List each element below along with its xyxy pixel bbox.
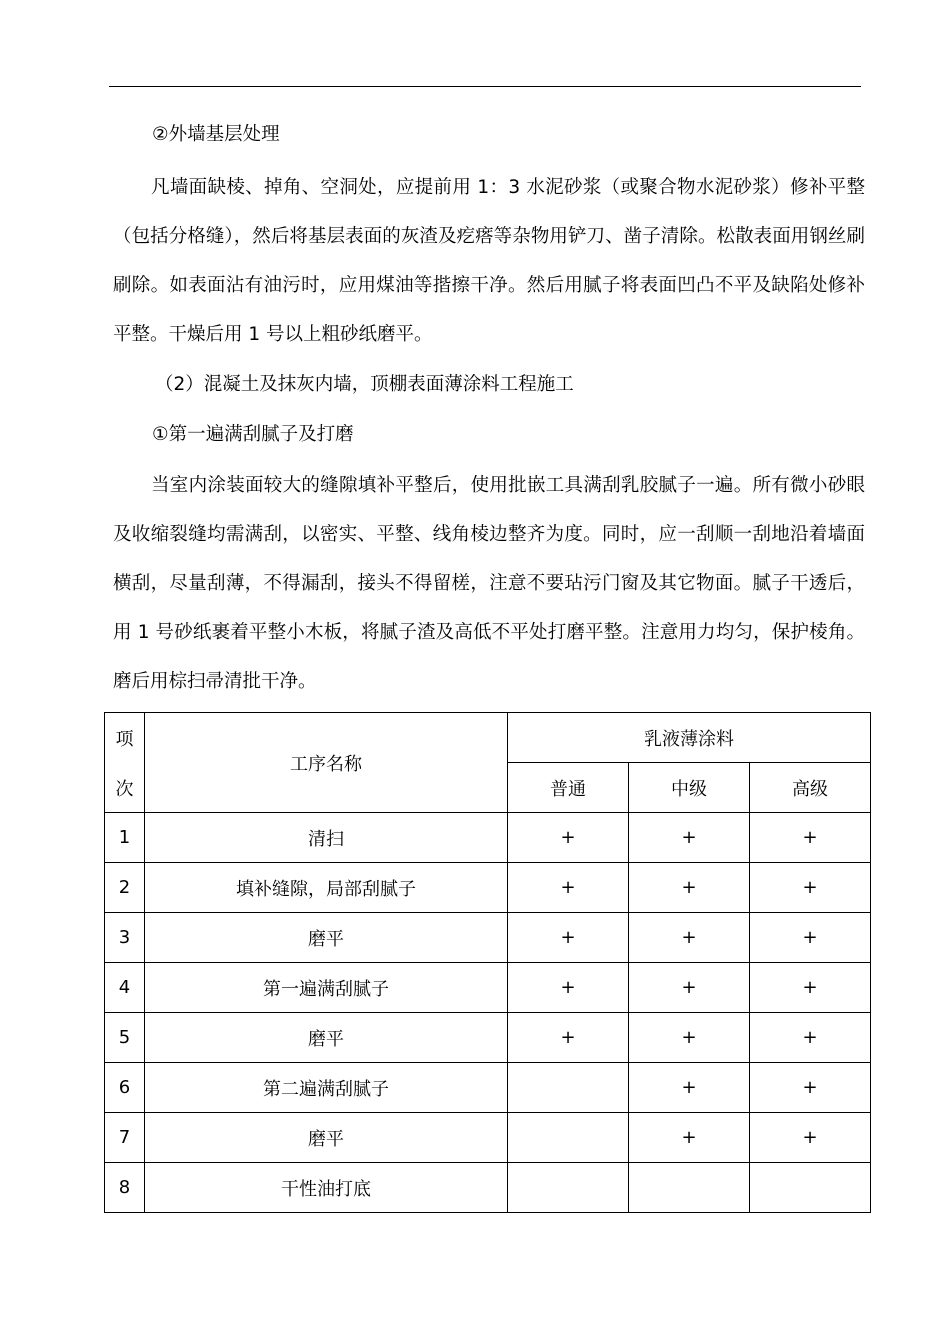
row-high-mark: + [750, 863, 871, 913]
row-high-mark: + [750, 913, 871, 963]
row-process: 磨平 [145, 913, 508, 963]
row-normal-mark [508, 1113, 629, 1163]
process-table [104, 712, 871, 1213]
table-row [105, 963, 871, 1013]
row-number: 4 [105, 963, 145, 1013]
row-middle-mark: + [629, 913, 750, 963]
table-row [105, 863, 871, 913]
header-rule [109, 86, 861, 87]
table-row [105, 1013, 871, 1063]
table-row [105, 1113, 871, 1163]
table-row [105, 813, 871, 863]
row-number: 3 [105, 913, 145, 963]
row-normal-mark [508, 1063, 629, 1113]
row-middle-mark: + [629, 963, 750, 1013]
header-grade-normal: 普通 [508, 763, 629, 813]
row-middle-mark: + [629, 863, 750, 913]
row-high-mark: + [750, 963, 871, 1013]
header-item-number [105, 713, 145, 813]
row-number: 6 [105, 1063, 145, 1113]
header-process-name: 工序名称 [145, 713, 508, 813]
row-normal-mark: + [508, 963, 629, 1013]
row-process: 填补缝隙，局部刮腻子 [145, 863, 508, 913]
row-middle-mark: + [629, 1113, 750, 1163]
table-row [105, 1063, 871, 1113]
row-high-mark: + [750, 1113, 871, 1163]
header-grade-middle: 中级 [629, 763, 750, 813]
row-process: 磨平 [145, 1113, 508, 1163]
paragraph-exterior-wall: 凡墙面缺棱、掉角、空洞处，应提前用 1：3 水泥砂浆（或聚合物水泥砂浆）修补平整（包括分格缝），然后将基层表面的灰渣及疙瘩等杂物用铲刀、凿子清除。松散表面用钢丝刷刷除。如表面沾有油污时，应用煤油等揩擦干净。然后用腻子将表面凹凸不平及缺陷处修补平整。干燥后用 1 号以上粗砂纸磨平。 [113, 177, 865, 345]
row-middle-mark: + [629, 813, 750, 863]
row-number: 2 [105, 863, 145, 913]
header-coating-group: 乳液薄涂料 [508, 713, 871, 763]
row-process: 磨平 [145, 1013, 508, 1063]
row-high-mark: + [750, 1013, 871, 1063]
row-normal-mark [508, 1163, 629, 1213]
row-process: 干性油打底 [145, 1163, 508, 1213]
row-high-mark [750, 1163, 871, 1213]
section-heading-first-putty: ①第一遍满刮腻子及打磨 [152, 424, 354, 445]
row-number: 1 [105, 813, 145, 863]
table-header-row [105, 713, 871, 763]
paragraph-first-putty: 当室内涂装面较大的缝隙填补平整后，使用批嵌工具满刮乳胶腻子一遍。所有微小砂眼及收缩裂缝均需满刮，以密实、平整、线角棱边整齐为度。同时，应一刮顺一刮地沿着墙面横刮，尽量刮薄，不得漏刮，接头不得留槎，注意不要玷污门窗及其它物面。腻子干透后，用 1 号砂纸裹着平整小木板，将腻子渣及高低不平处打磨平整。注意用力均匀，保护棱角。磨后用棕扫帚清批干净。 [113, 475, 865, 692]
row-number: 5 [105, 1013, 145, 1063]
table-row [105, 913, 871, 963]
row-process: 清扫 [145, 813, 508, 863]
row-middle-mark: + [629, 1013, 750, 1063]
header-item-number-top: 项 [115, 728, 134, 750]
row-number: 8 [105, 1163, 145, 1213]
header-item-number-bottom: 次 [115, 778, 134, 800]
row-process: 第二遍满刮腻子 [145, 1063, 508, 1113]
row-middle-mark [629, 1163, 750, 1213]
row-normal-mark: + [508, 863, 629, 913]
row-normal-mark: + [508, 813, 629, 863]
row-process: 第一遍满刮腻子 [145, 963, 508, 1013]
row-middle-mark: + [629, 1063, 750, 1113]
row-high-mark: + [750, 1063, 871, 1113]
row-high-mark: + [750, 813, 871, 863]
table-row [105, 1163, 871, 1213]
header-grade-high: 高级 [750, 763, 871, 813]
section-heading-exterior-wall: ②外墙基层处理 [152, 124, 280, 145]
row-normal-mark: + [508, 913, 629, 963]
row-normal-mark: + [508, 1013, 629, 1063]
row-number: 7 [105, 1113, 145, 1163]
section-heading-thin-coating: （2）混凝土及抹灰内墙，顶棚表面薄涂料工程施工 [155, 374, 574, 395]
